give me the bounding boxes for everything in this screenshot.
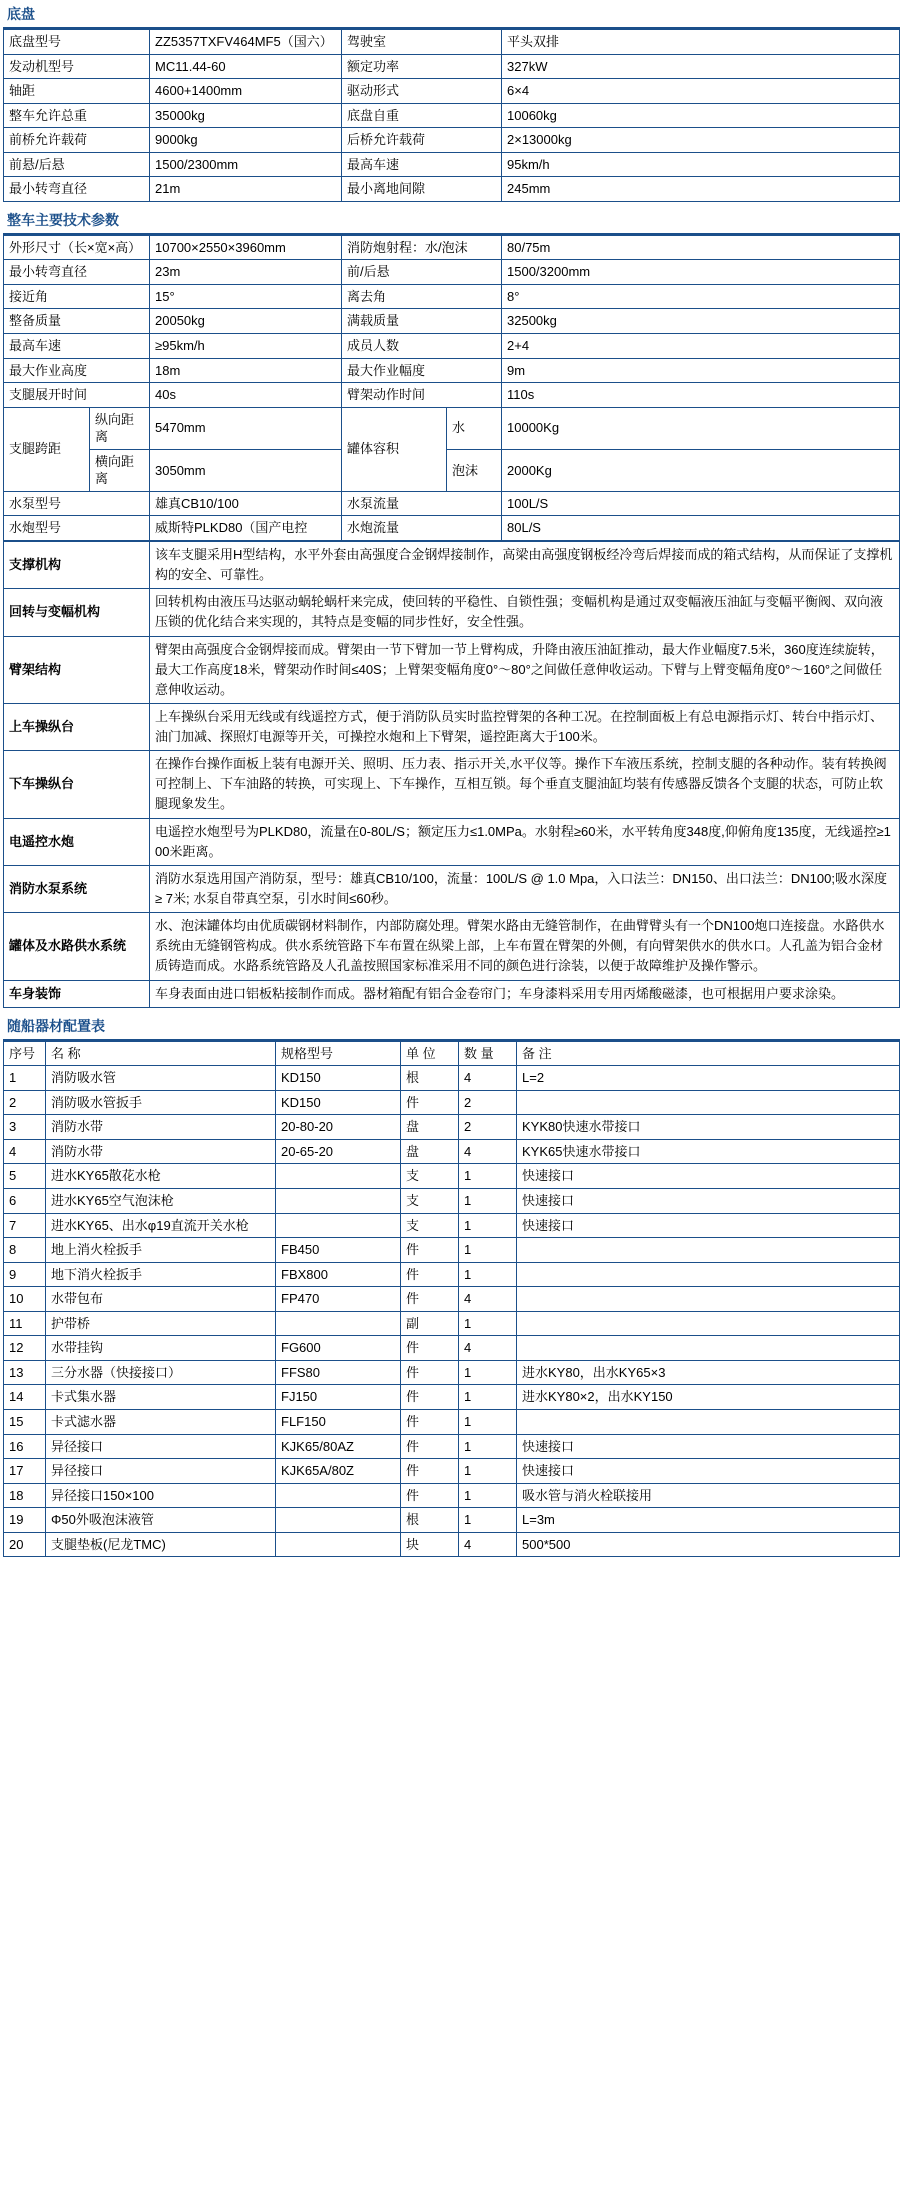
cell-name: 进水KY65散花水枪: [46, 1164, 276, 1189]
cell-qty: 1: [459, 1409, 517, 1434]
row-value: 95km/h: [502, 152, 900, 177]
row-label: 水泵流量: [342, 491, 502, 516]
cell-no: 1: [4, 1066, 46, 1091]
cell-name: 卡式集水器: [46, 1385, 276, 1410]
cell-remark: 快速接口: [517, 1434, 900, 1459]
row-value: 40s: [150, 383, 342, 408]
span-sub-label: 纵向距离: [90, 407, 150, 449]
row-label: 前悬/后悬: [4, 152, 150, 177]
row-value: 32500kg: [502, 309, 900, 334]
row-value: 6×4: [502, 79, 900, 104]
row-value: 327kW: [502, 54, 900, 79]
row-label: 最小转弯直径: [4, 177, 150, 202]
row-value: 110s: [502, 383, 900, 408]
row-label: 水炮型号: [4, 516, 150, 541]
table-row: [4, 284, 900, 309]
chassis-table-body: [4, 30, 900, 202]
row-value: 21m: [150, 177, 342, 202]
row-label: 整车允许总重: [4, 103, 150, 128]
table-row: [4, 865, 900, 912]
cell-remark: L=3m: [517, 1508, 900, 1533]
cell-name: 护带桥: [46, 1311, 276, 1336]
cell-qty: 4: [459, 1336, 517, 1361]
equipment-table-body: [4, 1066, 900, 1557]
table-row: [4, 980, 900, 1007]
cell-qty: 1: [459, 1189, 517, 1214]
cell-model: [276, 1532, 401, 1557]
table-row: [4, 1090, 900, 1115]
cell-name: 支腿垫板(尼龙TMC): [46, 1532, 276, 1557]
cell-unit: 件: [401, 1409, 459, 1434]
cell-no: 9: [4, 1262, 46, 1287]
cell-remark: 快速接口: [517, 1164, 900, 1189]
cell-qty: 1: [459, 1164, 517, 1189]
column-header-model: 规格型号: [276, 1041, 401, 1066]
table-row: [4, 1360, 900, 1385]
cell-no: 17: [4, 1459, 46, 1484]
row-label: 臂架动作时间: [342, 383, 502, 408]
cell-name: 消防水带: [46, 1139, 276, 1164]
cell-unit: 件: [401, 1090, 459, 1115]
cell-remark: [517, 1262, 900, 1287]
cell-no: 13: [4, 1360, 46, 1385]
main-params-body: [4, 235, 900, 540]
cell-qty: 1: [459, 1262, 517, 1287]
table-row: [4, 1213, 900, 1238]
desc-name: 电遥控水炮: [4, 818, 150, 865]
table-row: [4, 1385, 900, 1410]
cell-no: 6: [4, 1189, 46, 1214]
cell-remark: [517, 1311, 900, 1336]
column-header-unit: 单 位: [401, 1041, 459, 1066]
table-row: [4, 260, 900, 285]
row-value: MC11.44-60: [150, 54, 342, 79]
cell-remark: 500*500: [517, 1532, 900, 1557]
desc-text: 臂架由高强度合金钢焊接而成。臂架由一节下臂加一节上臂构成，升降由液压油缸推动，最大作业幅度7.5米，360度连续旋转，最大工作高度18米，臂架动作时间≤40S；上臂架变幅角度0°～80°之间做任意伸收运动。下臂与上臂变幅角度0°～160°之间做任意伸收运动。: [150, 636, 900, 703]
desc-name: 上车操纵台: [4, 703, 150, 750]
cell-qty: 1: [459, 1508, 517, 1533]
cell-unit: 支: [401, 1213, 459, 1238]
cell-name: 消防吸水管: [46, 1066, 276, 1091]
cell-no: 20: [4, 1532, 46, 1557]
equipment-table: [3, 1041, 900, 1557]
cell-model: FP470: [276, 1287, 401, 1312]
row-label: 最小转弯直径: [4, 260, 150, 285]
cell-model: [276, 1189, 401, 1214]
row-label: 离去角: [342, 284, 502, 309]
row-label: 接近角: [4, 284, 150, 309]
cell-qty: 1: [459, 1434, 517, 1459]
cell-unit: 支: [401, 1189, 459, 1214]
span-group-label: 支腿跨距: [4, 407, 90, 491]
cell-model: KJK65/80AZ: [276, 1434, 401, 1459]
table-row: [4, 636, 900, 703]
cell-remark: KYK65快速水带接口: [517, 1139, 900, 1164]
row-value: 2+4: [502, 334, 900, 359]
desc-name: 回转与变幅机构: [4, 589, 150, 636]
cell-unit: 盘: [401, 1115, 459, 1140]
cell-remark: [517, 1409, 900, 1434]
row-label: 外形尺寸（长×宽×高）: [4, 235, 150, 260]
cell-qty: 1: [459, 1238, 517, 1263]
cell-unit: 件: [401, 1336, 459, 1361]
row-value: ≥95km/h: [150, 334, 342, 359]
tank-sub-label: 泡沫: [447, 449, 502, 491]
cell-remark: 快速接口: [517, 1189, 900, 1214]
tank-group-label: 罐体容积: [342, 407, 447, 491]
cell-model: [276, 1164, 401, 1189]
table-row: [4, 79, 900, 104]
table-row: [4, 309, 900, 334]
desc-text: 该车支腿采用H型结构，水平外套由高强度合金钢焊接制作，高梁由高强度钢板经冷弯后焊接而成的箱式结构，从而保证了支撑机构的安全、可靠性。: [150, 541, 900, 588]
table-row: [4, 1189, 900, 1214]
row-value: 20050kg: [150, 309, 342, 334]
cell-no: 11: [4, 1311, 46, 1336]
cell-qty: 1: [459, 1483, 517, 1508]
section-title-equipment: 随船器材配置表: [3, 1012, 900, 1041]
cell-model: KD150: [276, 1090, 401, 1115]
cell-name: 地上消火栓扳手: [46, 1238, 276, 1263]
cell-qty: 2: [459, 1090, 517, 1115]
desc-name: 支撑机构: [4, 541, 150, 588]
row-value: 1500/3200mm: [502, 260, 900, 285]
table-row: [4, 516, 900, 541]
table-row: [4, 913, 900, 980]
cell-no: 15: [4, 1409, 46, 1434]
cell-no: 19: [4, 1508, 46, 1533]
cell-qty: 1: [459, 1459, 517, 1484]
table-row: [4, 1164, 900, 1189]
row-label: 满载质量: [342, 309, 502, 334]
table-row: [4, 152, 900, 177]
row-label: 额定功率: [342, 54, 502, 79]
desc-text: 上车操纵台采用无线或有线遥控方式，便于消防队员实时监控臂架的各种工况。在控制面板上有总电源指示灯、转台中指示灯、油门加减、探照灯电源等开关，可操控水炮和上下臂架，遥控距离大于100米。: [150, 703, 900, 750]
cell-no: 7: [4, 1213, 46, 1238]
row-label: 后桥允许载荷: [342, 128, 502, 153]
desc-name: 罐体及水路供水系统: [4, 913, 150, 980]
table-row: [4, 30, 900, 55]
row-value: 23m: [150, 260, 342, 285]
desc-name: 消防水泵系统: [4, 865, 150, 912]
row-value: 1500/2300mm: [150, 152, 342, 177]
cell-remark: [517, 1090, 900, 1115]
table-row: [4, 703, 900, 750]
tank-sub-label: 水: [447, 407, 502, 449]
cell-unit: 盘: [401, 1139, 459, 1164]
span-sub-label: 横向距离: [90, 449, 150, 491]
cell-qty: 1: [459, 1385, 517, 1410]
cell-qty: 1: [459, 1360, 517, 1385]
row-label: 成员人数: [342, 334, 502, 359]
row-value: 2×13000kg: [502, 128, 900, 153]
row-label: 底盘自重: [342, 103, 502, 128]
table-row: [4, 103, 900, 128]
cell-name: 三分水器（快接接口）: [46, 1360, 276, 1385]
row-label: 支腿展开时间: [4, 383, 150, 408]
cell-unit: 支: [401, 1164, 459, 1189]
cell-model: 20-80-20: [276, 1115, 401, 1140]
table-row: [4, 1483, 900, 1508]
cell-name: 消防水带: [46, 1115, 276, 1140]
cell-unit: 件: [401, 1483, 459, 1508]
cell-qty: 1: [459, 1213, 517, 1238]
cell-name: 异径接口: [46, 1434, 276, 1459]
cell-unit: 件: [401, 1287, 459, 1312]
row-label: 轴距: [4, 79, 150, 104]
row-value: 10000Kg: [502, 407, 900, 449]
table-row: [4, 449, 900, 491]
table-row: [4, 1287, 900, 1312]
cell-no: 4: [4, 1139, 46, 1164]
cell-model: [276, 1213, 401, 1238]
row-label: 发动机型号: [4, 54, 150, 79]
desc-text: 车身表面由进口铝板粘接制作而成。器材箱配有铝合金卷帘门；车身漆料采用专用丙烯酸磁漆，也可根据用户要求涂染。: [150, 980, 900, 1007]
table-row: [4, 1066, 900, 1091]
row-value: 4600+1400mm: [150, 79, 342, 104]
table-row: [4, 1532, 900, 1557]
row-value: 15°: [150, 284, 342, 309]
cell-remark: L=2: [517, 1066, 900, 1091]
row-value: 18m: [150, 358, 342, 383]
cell-name: 消防吸水管扳手: [46, 1090, 276, 1115]
row-label: 整备质量: [4, 309, 150, 334]
row-label: 最高车速: [4, 334, 150, 359]
cell-name: 异径接口150×100: [46, 1483, 276, 1508]
row-value: 威斯特PLKD80（国产电控: [150, 516, 342, 541]
cell-remark: 吸水管与消火栓联接用: [517, 1483, 900, 1508]
desc-text: 电遥控水炮型号为PLKD80，流量在0-80L/S；额定压力≤1.0MPa。水射程≥60米，水平转角度348度,仰俯角度135度，无线遥控≥100米距离。: [150, 818, 900, 865]
table-row: [4, 334, 900, 359]
cell-qty: 2: [459, 1115, 517, 1140]
column-header-qty: 数 量: [459, 1041, 517, 1066]
row-value: ZZ5357TXFV464MF5（国六）: [150, 30, 342, 55]
row-value: 35000kg: [150, 103, 342, 128]
cell-qty: 4: [459, 1139, 517, 1164]
row-value: 9m: [502, 358, 900, 383]
row-value: 100L/S: [502, 491, 900, 516]
row-value: 80L/S: [502, 516, 900, 541]
table-row: [4, 1115, 900, 1140]
desc-text: 消防水泵选用国产消防泵，型号：雄真CB10/100，流量：100L/S @ 1.0 Mpa，入口法兰：DN150、出口法兰：DN100;吸水深度 ≥ 7米; 水泵自带真空泵，引水时间≤60秒。: [150, 865, 900, 912]
table-row: [4, 491, 900, 516]
cell-model: FB450: [276, 1238, 401, 1263]
row-label: 最高车速: [342, 152, 502, 177]
descriptions-body: [4, 541, 900, 1007]
cell-name: Φ50外吸泡沫液管: [46, 1508, 276, 1533]
cell-unit: 件: [401, 1459, 459, 1484]
row-value: 9000kg: [150, 128, 342, 153]
table-row: [4, 818, 900, 865]
row-label: 驾驶室: [342, 30, 502, 55]
row-value: 5470mm: [150, 407, 342, 449]
desc-name: 下车操纵台: [4, 751, 150, 818]
cell-model: [276, 1483, 401, 1508]
row-label: 水炮流量: [342, 516, 502, 541]
table-row: [4, 1459, 900, 1484]
table-row: [4, 235, 900, 260]
section-title-chassis: 底盘: [3, 0, 900, 29]
cell-name: 异径接口: [46, 1459, 276, 1484]
table-row: [4, 407, 900, 449]
cell-remark: [517, 1287, 900, 1312]
table-row: [4, 1336, 900, 1361]
row-value: 8°: [502, 284, 900, 309]
row-label: 前/后悬: [342, 260, 502, 285]
row-label: 水泵型号: [4, 491, 150, 516]
row-value: 80/75m: [502, 235, 900, 260]
cell-remark: [517, 1238, 900, 1263]
cell-model: 20-65-20: [276, 1139, 401, 1164]
cell-unit: 根: [401, 1066, 459, 1091]
row-value: 平头双排: [502, 30, 900, 55]
cell-no: 2: [4, 1090, 46, 1115]
cell-remark: 进水KY80，出水KY65×3: [517, 1360, 900, 1385]
cell-no: 3: [4, 1115, 46, 1140]
column-header-name: 名 称: [46, 1041, 276, 1066]
cell-name: 卡式滤水器: [46, 1409, 276, 1434]
table-row: [4, 751, 900, 818]
cell-unit: 件: [401, 1360, 459, 1385]
row-label: 最大作业幅度: [342, 358, 502, 383]
cell-model: FFS80: [276, 1360, 401, 1385]
cell-remark: KYK80快速水带接口: [517, 1115, 900, 1140]
cell-unit: 副: [401, 1311, 459, 1336]
cell-remark: 快速接口: [517, 1459, 900, 1484]
cell-remark: 快速接口: [517, 1213, 900, 1238]
row-label: 底盘型号: [4, 30, 150, 55]
cell-no: 8: [4, 1238, 46, 1263]
row-value: 雄真CB10/100: [150, 491, 342, 516]
desc-text: 回转机构由液压马达驱动蜗轮蜗杆来完成，使回转的平稳性、自锁性强；变幅机构是通过双变幅液压油缸与变幅平衡阀、双向液压锁的优化结合来实现的，其特点是变幅的同步性好，安全性强。: [150, 589, 900, 636]
table-row: [4, 54, 900, 79]
cell-qty: 4: [459, 1287, 517, 1312]
cell-model: KJK65A/80Z: [276, 1459, 401, 1484]
cell-unit: 块: [401, 1532, 459, 1557]
column-header-remark: 备 注: [517, 1041, 900, 1066]
cell-model: FBX800: [276, 1262, 401, 1287]
cell-unit: 根: [401, 1508, 459, 1533]
table-row: [4, 1508, 900, 1533]
table-header-row: [4, 1041, 900, 1066]
cell-remark: [517, 1336, 900, 1361]
row-label: 驱动形式: [342, 79, 502, 104]
cell-qty: 1: [459, 1311, 517, 1336]
cell-name: 进水KY65、出水φ19直流开关水枪: [46, 1213, 276, 1238]
table-row: [4, 1139, 900, 1164]
row-value: 2000Kg: [502, 449, 900, 491]
row-value: 10700×2550×3960mm: [150, 235, 342, 260]
cell-no: 14: [4, 1385, 46, 1410]
desc-text: 水、泡沫罐体均由优质碳钢材料制作，内部防腐处理。臂架水路由无缝管制作，在曲臂臂头有一个DN100炮口连接盘。水路供水系统由无缝钢管构成。供水系统管路下车布置在纵梁上部，上车布置在臂架的外侧，有向臂架供水的供水口。人孔盖为铝合金材质铸造而成。水路系统管路及人孔盖按照国家标准采用不同的颜色进行涂装，以便于故障维护及操作警示。: [150, 913, 900, 980]
cell-unit: 件: [401, 1262, 459, 1287]
table-row: [4, 589, 900, 636]
cell-no: 10: [4, 1287, 46, 1312]
desc-name: 车身装饰: [4, 980, 150, 1007]
table-row: [4, 128, 900, 153]
table-row: [4, 1409, 900, 1434]
table-row: [4, 358, 900, 383]
cell-no: 16: [4, 1434, 46, 1459]
cell-name: 水带包布: [46, 1287, 276, 1312]
table-row: [4, 1262, 900, 1287]
row-label: 消防炮射程：水/泡沫: [342, 235, 502, 260]
equipment-table-head: [4, 1041, 900, 1066]
cell-remark: 进水KY80×2，出水KY150: [517, 1385, 900, 1410]
cell-qty: 4: [459, 1066, 517, 1091]
row-value: 3050mm: [150, 449, 342, 491]
row-label: 前桥允许载荷: [4, 128, 150, 153]
main-params-table: [3, 235, 900, 541]
table-row: [4, 383, 900, 408]
chassis-table: [3, 29, 900, 202]
cell-model: KD150: [276, 1066, 401, 1091]
descriptions-table: [3, 541, 900, 1008]
desc-name: 臂架结构: [4, 636, 150, 703]
cell-model: [276, 1508, 401, 1533]
table-row: [4, 177, 900, 202]
cell-no: 5: [4, 1164, 46, 1189]
desc-text: 在操作台操作面板上装有电源开关、照明、压力表、指示开关,水平仪等。操作下车液压系统，控制支腿的各种动作。装有转换阀可控制上、下车油路的转换，可实现上、下车操作，互相互锁。每个垂直支腿油缸均装有传感器反馈各个支腿的状态，可防止软腿现象发生。: [150, 751, 900, 818]
cell-name: 地下消火栓扳手: [46, 1262, 276, 1287]
cell-unit: 件: [401, 1238, 459, 1263]
cell-name: 进水KY65空气泡沫枪: [46, 1189, 276, 1214]
cell-name: 水带挂钩: [46, 1336, 276, 1361]
cell-model: FG600: [276, 1336, 401, 1361]
cell-model: FLF150: [276, 1409, 401, 1434]
cell-model: FJ150: [276, 1385, 401, 1410]
row-value: 10060kg: [502, 103, 900, 128]
row-label: 最小离地间隙: [342, 177, 502, 202]
section-title-main-params: 整车主要技术参数: [3, 206, 900, 235]
table-row: [4, 1238, 900, 1263]
row-label: 最大作业高度: [4, 358, 150, 383]
table-row: [4, 541, 900, 588]
cell-model: [276, 1311, 401, 1336]
table-row: [4, 1311, 900, 1336]
row-value: 245mm: [502, 177, 900, 202]
cell-no: 18: [4, 1483, 46, 1508]
cell-qty: 4: [459, 1532, 517, 1557]
cell-no: 12: [4, 1336, 46, 1361]
cell-unit: 件: [401, 1385, 459, 1410]
cell-unit: 件: [401, 1434, 459, 1459]
column-header-no: 序号: [4, 1041, 46, 1066]
table-row: [4, 1434, 900, 1459]
